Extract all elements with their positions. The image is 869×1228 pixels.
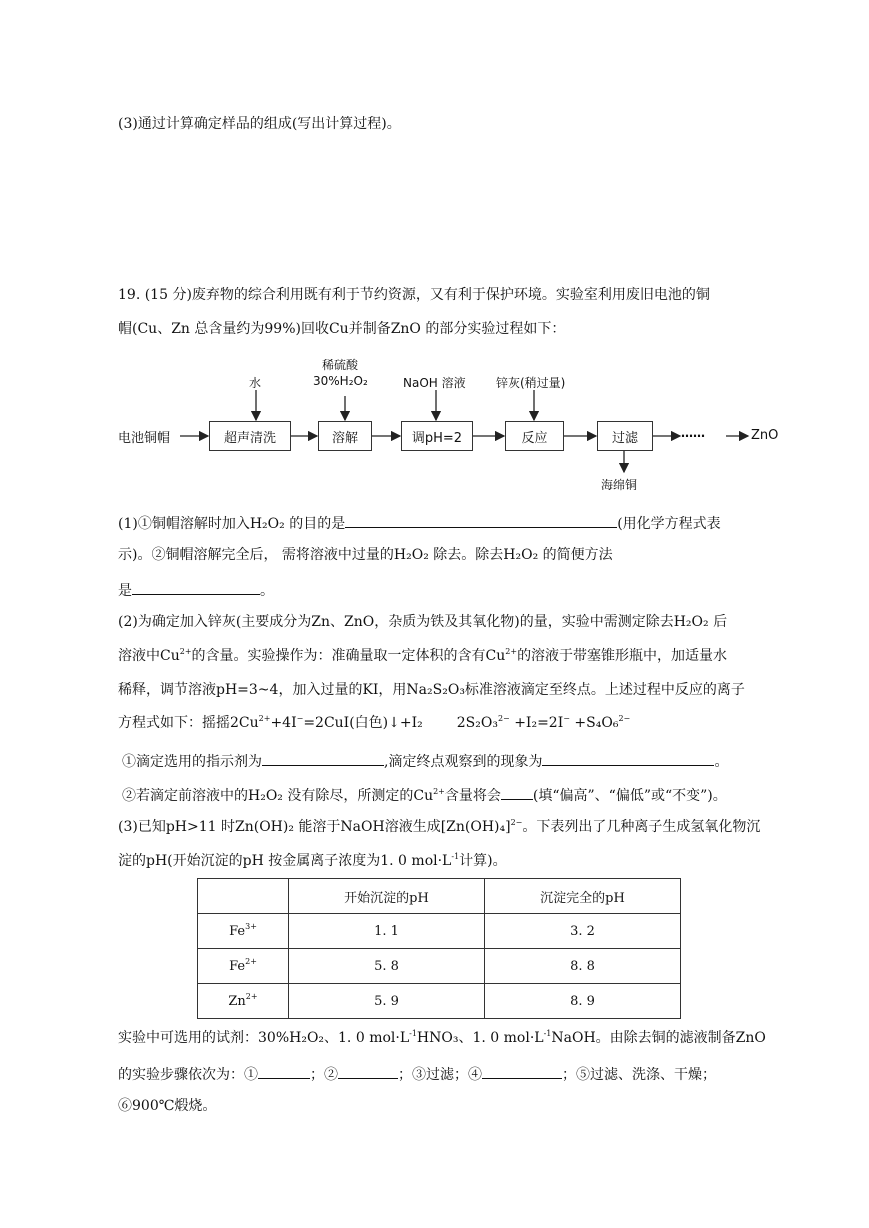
table-row	[198, 914, 681, 949]
q19-p2-line5: ①滴定选用的指示剂为 ,滴定终点观察到的现象为 。	[122, 749, 728, 772]
reagent-h2o2: 30%H₂O₂	[313, 374, 368, 388]
q19-p3-step6: ⑥900℃煅烧。	[118, 1098, 217, 1114]
flow-step-ultrasonic-clean: 超声清洗	[209, 421, 291, 451]
reagent-dilute-sulfuric: 稀硫酸	[322, 358, 359, 372]
table-header-ion	[198, 879, 289, 914]
answer-blank-step4[interactable]	[482, 1062, 562, 1079]
q19-p1-line2: 示)。②铜帽溶解完全后， 需将溶液中过量的H₂O₂ 除去。除去H₂O₂ 的简便方法	[118, 547, 613, 563]
answer-blank-1a[interactable]	[345, 511, 617, 528]
table-header-row	[198, 879, 681, 914]
answer-blank-indicator[interactable]	[262, 749, 384, 766]
table-cell-complete: 3. 2	[485, 914, 681, 949]
q19-p2-line3: 稀释，调节溶液pH=3~4，加入过量的KI，用Na₂S₂O₃标准溶液滴定至终点。上述过程中反应的离子	[118, 682, 745, 698]
flow-step-filter: 过滤	[597, 421, 653, 451]
table-cell-start: 1. 1	[289, 914, 485, 949]
process-flow-diagram	[118, 352, 778, 497]
answer-blank-1b[interactable]	[132, 578, 260, 595]
answer-blank-step2[interactable]	[338, 1062, 398, 1079]
table-cell-complete: 8. 8	[485, 949, 681, 984]
answer-blank-effect[interactable]	[501, 783, 533, 800]
q19-p3-steps: 的实验步骤依次为：① ；② ；③过滤；④ ；⑤过滤、洗涤、干燥；	[118, 1062, 716, 1085]
table-header-start: 开始沉淀的pH	[289, 879, 485, 914]
q19-p3-reagents: 实验中可选用的试剂：30%H₂O₂、1. 0 $mol\cdot L^{-1}HNO_3$、1. 0 $mol\cdot L^{-1}NaOH$。由除去铜的滤液制备ZnO	[118, 1029, 766, 1046]
reagent-water: 水	[249, 376, 262, 390]
table-cell-ion: $Fe^{2+}$	[198, 949, 289, 984]
precipitation-ph-table	[197, 878, 681, 1019]
flow-step-adjust-ph: 调pH=2	[401, 421, 473, 451]
q19-p2-line4: 方程式如下：摇摇$2Cu^{2+}+4I^-=2CuI$(白色)↓+I₂ 2S₂O₃$^{2-}$ +I₂=2I− +S₄O₆$^{2-}$	[118, 714, 631, 731]
reagent-zinc-ash: 锌灰(稍过量)	[496, 376, 566, 390]
q19-p3-line2: 淀的pH(开始沉淀的pH 按金属离子浓度为1. 0 $mol\cdot L^{-1}$计算)。	[118, 852, 507, 869]
flow-step-react: 反应	[505, 421, 564, 451]
flow-end-zno: ZnO	[751, 428, 779, 443]
answer-blank-endpoint[interactable]	[542, 749, 714, 766]
q19-p1-line1: (1)①铜帽溶解时加入H₂O₂ 的目的是 (用化学方程式表	[118, 511, 721, 534]
reagent-naoh: NaOH 溶液	[403, 376, 466, 390]
q19-intro-line2: 帽(Cu、Zn 总含量约为99%)回收Cu并制备ZnO 的部分实验过程如下：	[118, 321, 566, 337]
q19-p2-line6: ②若滴定前溶液中的H₂O₂ 没有除尽，所测定的$Cu^{2+}$含量将会 (填“偏高”、“偏低”或“不变”)。	[122, 783, 727, 806]
q19-p2-line1: (2)为确定加入锌灰(主要成分为Zn、ZnO，杂质为铁及其氧化物)的量，实验中需测定除去H₂O₂ 后	[118, 614, 728, 630]
table-cell-complete: 8. 9	[485, 984, 681, 1019]
table-header-complete: 沉淀完全的pH	[485, 879, 681, 914]
byproduct-sponge-copper: 海绵铜	[601, 478, 638, 492]
q19-p3-line1: (3)已知pH>11 时Zn(OH)₂ 能溶于NaOH溶液生成$[Zn(OH)_4]^{2-}$。下表列出了几种离子生成氢氧化物沉	[118, 818, 761, 835]
q19-p2-line2: 溶液中$Cu^{2+}$的含量。实验操作为：准确量取一定体积的含有$Cu^{2+}$的溶液于带塞锥形瓶中，加适量水	[118, 647, 728, 664]
q18-part3: (3)通过计算确定样品的组成(写出计算过程)。	[118, 116, 401, 132]
table-row	[198, 949, 681, 984]
table-cell-start: 5. 9	[289, 984, 485, 1019]
table-cell-ion: $Zn^{2+}$	[198, 984, 289, 1019]
flow-step-dissolve: 溶解	[318, 421, 372, 451]
flow-ellipsis: ……	[681, 426, 705, 440]
table-row	[198, 984, 681, 1019]
table-cell-ion: $Fe^{3+}$	[198, 914, 289, 949]
table-cell-start: 5. 8	[289, 949, 485, 984]
q19-intro-line1: 19. (15 分)废弃物的综合利用既有利于节约资源，又有利于保护环境。实验室利用废旧电池的铜	[118, 287, 710, 303]
q19-p1-line3: 是 。	[118, 578, 274, 601]
answer-blank-step1[interactable]	[258, 1062, 310, 1079]
flow-start-label: 电池铜帽	[118, 431, 171, 446]
